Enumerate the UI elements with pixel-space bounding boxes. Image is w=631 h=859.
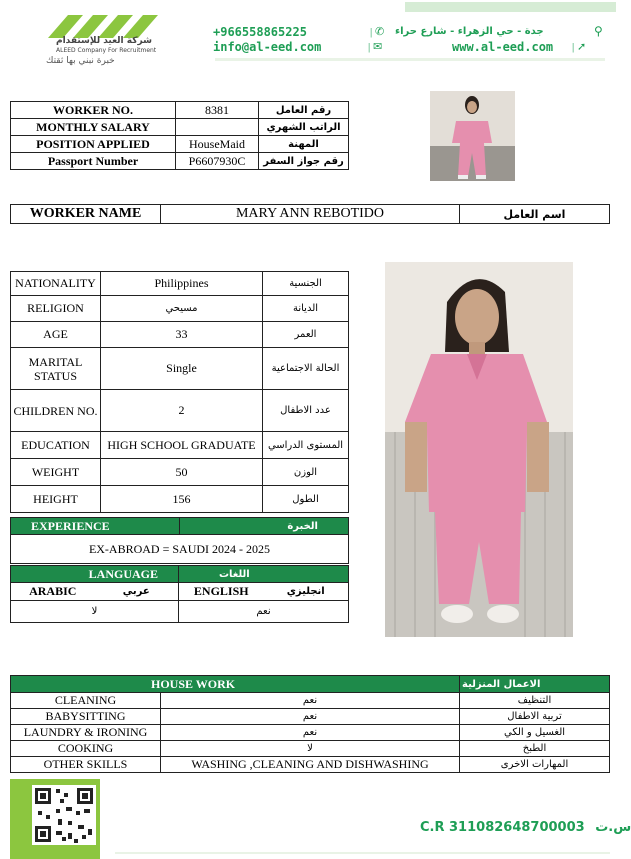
whatsapp-icon: | ✆ — [370, 26, 385, 38]
children-ar: عدد الاطفال — [263, 390, 349, 432]
company-name-ar: شركة العيد للإستقدام — [56, 36, 152, 46]
language-table — [10, 565, 349, 623]
table-row — [11, 693, 610, 709]
education-value: HIGH SCHOOL GRADUATE — [101, 432, 263, 459]
language-label: LANGUAGE — [11, 566, 179, 583]
table-row — [11, 390, 349, 432]
commercial-registration — [420, 820, 631, 835]
table-row — [11, 153, 349, 170]
passport-ar: رقم جواز السفر — [259, 153, 349, 170]
house-work-label: HOUSE WORK — [11, 676, 460, 693]
height-ar: الطول — [263, 486, 349, 513]
cleaning-value: نعم — [161, 693, 460, 709]
worker-photo-small — [430, 91, 515, 181]
laundry-value: نعم — [161, 725, 460, 741]
cr-number: C.R 311082648700003 — [420, 820, 585, 835]
religion-value: مسيحي — [101, 296, 263, 322]
passport-value: P6607930C — [176, 153, 259, 170]
details-table — [10, 271, 349, 513]
weight-label: WEIGHT — [11, 459, 101, 486]
table-row — [11, 709, 610, 725]
table-row — [11, 205, 610, 224]
nationality-ar: الجنسية — [263, 272, 349, 296]
house-work-table — [10, 675, 610, 773]
children-value: 2 — [101, 390, 263, 432]
cooking-label: COOKING — [11, 741, 161, 757]
babysitting-label: BABYSITTING — [11, 709, 161, 725]
experience-ar: الخبرة — [180, 518, 349, 535]
worker-no-label: WORKER NO. — [11, 102, 176, 119]
table-row — [11, 741, 610, 757]
mail-icon: | ✉ — [368, 41, 383, 53]
worker-name-table — [10, 204, 610, 224]
children-label: CHILDREN NO. — [11, 390, 101, 432]
position-label: POSITION APPLIED — [11, 136, 176, 153]
header — [0, 0, 616, 70]
arabic-ar: عربي — [95, 583, 179, 601]
table-row — [11, 296, 349, 322]
header-divider — [215, 58, 605, 61]
top-info-table — [10, 101, 349, 170]
experience-label: EXPERIENCE — [11, 518, 180, 535]
worker-photo-large — [385, 262, 573, 637]
table-row — [11, 676, 610, 693]
english-value: نعم — [179, 601, 349, 623]
laundry-ar: الغسيل و الكي — [460, 725, 610, 741]
age-value: 33 — [101, 322, 263, 348]
worker-no-ar: رقم العامل — [259, 102, 349, 119]
religion-label: RELIGION — [11, 296, 101, 322]
salary-value — [176, 119, 259, 136]
worker-no-value: 8381 — [176, 102, 259, 119]
laundry-label: LAUNDRY & IRONING — [11, 725, 161, 741]
marital-status-ar: الحالة الاجتماعية — [263, 348, 349, 390]
nationality-value: Philippines — [101, 272, 263, 296]
table-row — [11, 322, 349, 348]
other-skills-ar: المهارات الاخرى — [460, 757, 610, 773]
position-ar: المهنة — [259, 136, 349, 153]
table-row — [11, 432, 349, 459]
marital-status-value: Single — [101, 348, 263, 390]
marital-status-label: MARITAL STATUS — [11, 348, 101, 390]
religion-ar: الديانة — [263, 296, 349, 322]
height-value: 156 — [101, 486, 263, 513]
cooking-value: لا — [161, 741, 460, 757]
weight-ar: الوزن — [263, 459, 349, 486]
cr-ar: س.ت — [595, 820, 631, 835]
nationality-label: NATIONALITY — [11, 272, 101, 296]
english-label: ENGLISH — [179, 583, 264, 601]
table-row — [11, 486, 349, 513]
position-value: HouseMaid — [176, 136, 259, 153]
location-pin-icon: ⚲ — [594, 24, 603, 38]
other-skills-value: WASHING ,CLEANING AND DISHWASHING — [161, 757, 460, 773]
experience-value: EX-ABROAD = SAUDI 2024 - 2025 — [11, 535, 349, 564]
cleaning-ar: التنظيف — [460, 693, 610, 709]
website-url: www.al-eed.com — [452, 40, 554, 54]
house-work-ar: الاعمال المنزلية — [460, 676, 610, 693]
experience-table — [10, 517, 349, 564]
other-skills-label: OTHER SKILLS — [11, 757, 161, 773]
education-label: EDUCATION — [11, 432, 101, 459]
worker-name-label: WORKER NAME — [11, 205, 161, 224]
table-row — [11, 119, 349, 136]
arabic-label: ARABIC — [11, 583, 95, 601]
email-address: info@al-eed.com — [213, 40, 322, 54]
cursor-icon: | ➚ — [572, 41, 587, 53]
table-row — [11, 272, 349, 296]
table-row — [11, 348, 349, 390]
table-row — [11, 757, 610, 773]
qr-code-icon — [32, 785, 96, 845]
table-row — [11, 535, 349, 564]
passport-label: Passport Number — [11, 153, 176, 170]
company-name-en: ALEED Company For Recruitment — [56, 47, 157, 54]
babysitting-ar: تربية الاطفال — [460, 709, 610, 725]
english-ar: انجليزي — [264, 583, 349, 601]
worker-name-ar: اسم العامل — [460, 205, 610, 224]
table-row — [11, 566, 349, 583]
height-label: HEIGHT — [11, 486, 101, 513]
address-ar: جدة - حي الزهراء - شارع حراء — [395, 26, 544, 37]
language-ar: اللغات — [179, 566, 349, 583]
salary-ar: الراتب الشهري — [259, 119, 349, 136]
age-ar: العمر — [263, 322, 349, 348]
table-row — [11, 518, 349, 535]
education-ar: المستوى الدراسي — [263, 432, 349, 459]
company-logo — [38, 10, 168, 66]
cooking-ar: الطبخ — [460, 741, 610, 757]
header-banner — [405, 2, 616, 12]
salary-label: MONTHLY SALARY — [11, 119, 176, 136]
slogan-ar: خبرة نبني بها ثقتك — [46, 56, 115, 66]
babysitting-value: نعم — [161, 709, 460, 725]
table-row — [11, 136, 349, 153]
footer-divider — [115, 852, 610, 854]
table-row — [11, 102, 349, 119]
table-row — [11, 601, 349, 623]
age-label: AGE — [11, 322, 101, 348]
table-row — [11, 725, 610, 741]
weight-value: 50 — [101, 459, 263, 486]
table-row — [11, 583, 349, 601]
worker-name-value: MARY ANN REBOTIDO — [161, 205, 460, 224]
table-row — [11, 459, 349, 486]
qr-code-block — [10, 779, 100, 859]
arabic-value: لا — [11, 601, 179, 623]
phone-number: +966558865225 — [213, 25, 307, 39]
cleaning-label: CLEANING — [11, 693, 161, 709]
